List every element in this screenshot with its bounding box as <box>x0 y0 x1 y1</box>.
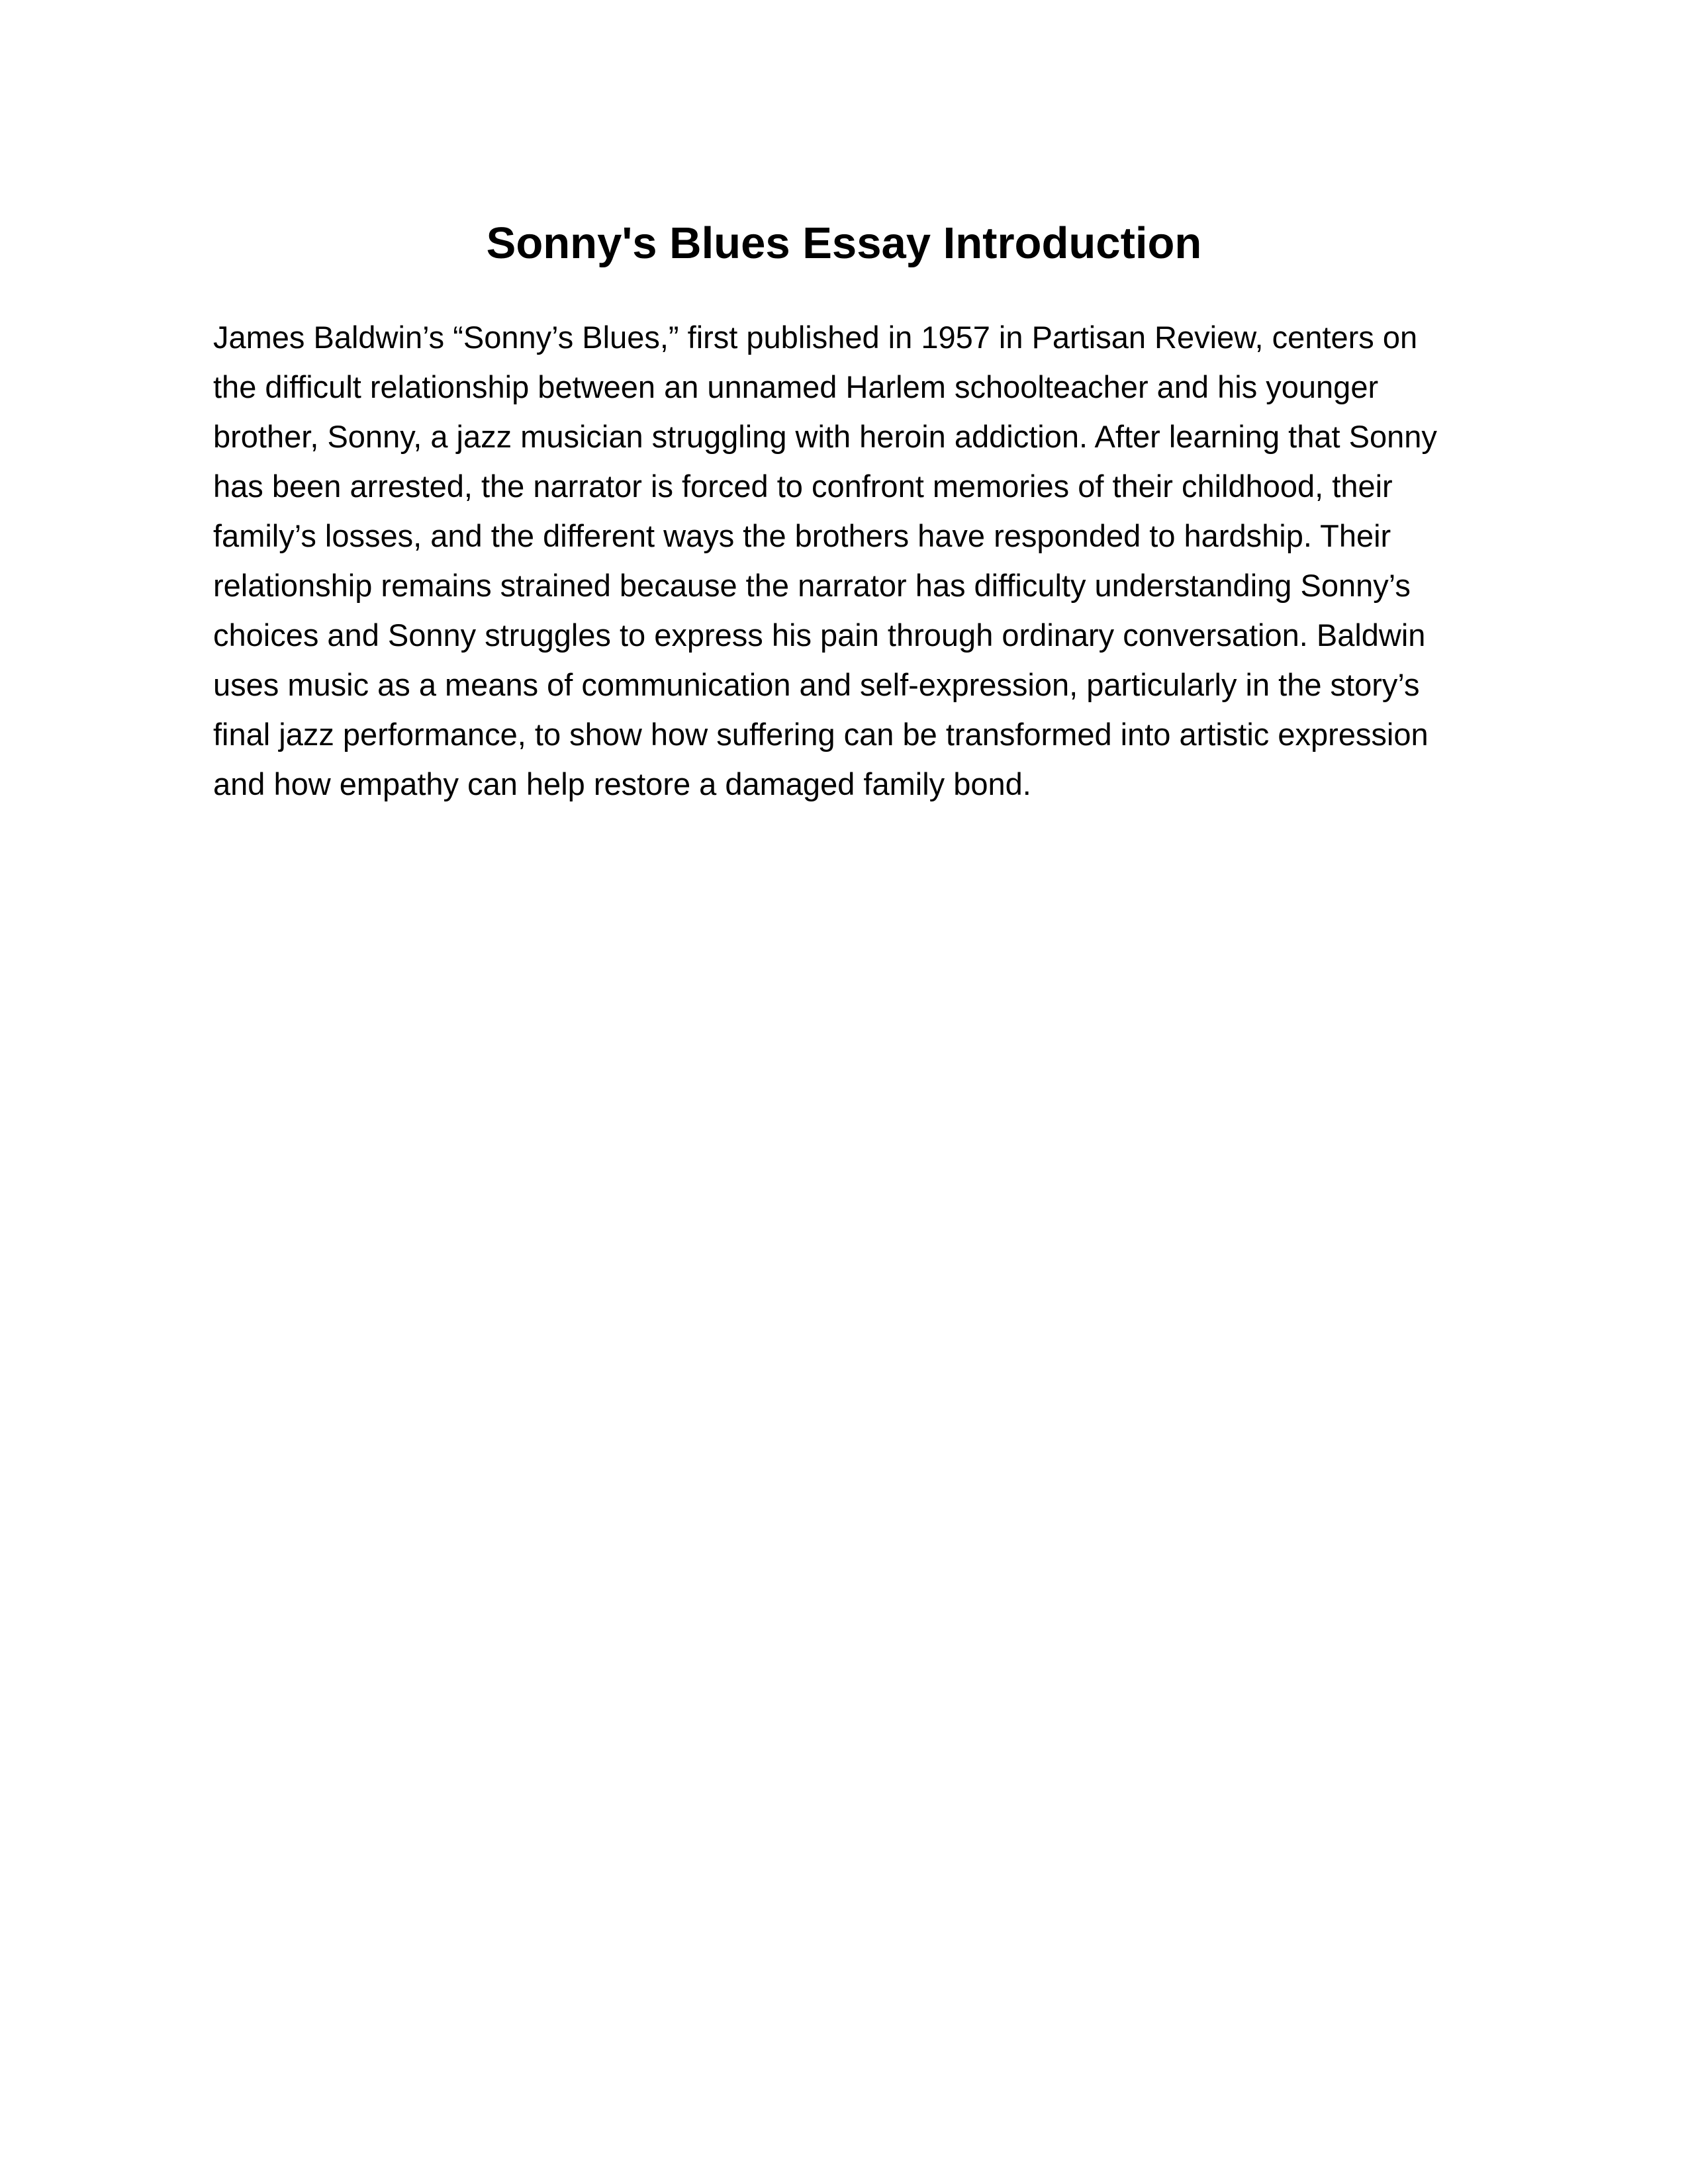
paragraph-line: final jazz performance, to show how suffering can be transformed into artistic expression <box>213 717 1429 752</box>
paragraph-line: the difficult relationship between an unnamed Harlem schoolteacher and his younger <box>213 369 1379 404</box>
paragraph-line: choices and Sonny struggles to express his pain through ordinary conversation. Baldwin <box>213 617 1426 653</box>
paragraph-line: uses music as a means of communication and self-expression, particularly in the story’s <box>213 667 1420 702</box>
paragraph-line: family’s losses, and the different ways the brothers have responded to hardship. Their <box>213 518 1391 553</box>
page-title: Sonny's Blues Essay Introduction <box>486 218 1202 268</box>
paragraph-line: and how empathy can help restore a damaged family bond. <box>213 766 1031 801</box>
paragraph-line: has been arrested, the narrator is forced to confront memories of their childhood, their <box>213 469 1393 504</box>
paragraph-line: brother, Sonny, a jazz musician struggling with heroin addiction. After learning that Sonny <box>213 419 1437 454</box>
paragraph-line: James Baldwin’s “Sonny’s Blues,” first published in 1957 in Partisan Review, centers on <box>213 320 1418 355</box>
paragraph-line: relationship remains strained because the narrator has difficulty understanding Sonny’s <box>213 568 1411 603</box>
essay-paragraph <box>213 312 1504 809</box>
